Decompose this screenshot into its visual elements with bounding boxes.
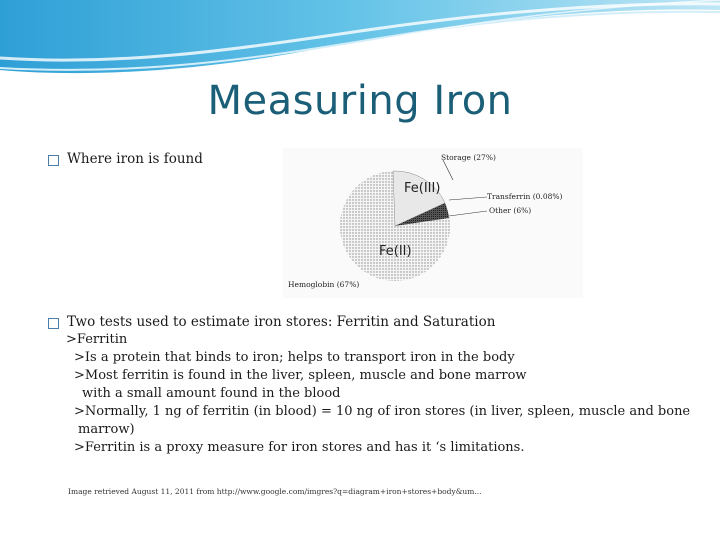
- ferritin-line: >Most ferritin is found in the liver, spleen, muscle and bone marrow: [74, 368, 527, 383]
- bullet-box-icon: [48, 318, 59, 329]
- label-fe2: Fe(II): [379, 244, 412, 259]
- ferritin-line: >Normally, 1 ng of ferritin (in blood) = 10 ng of iron stores (in liver, spleen, muscle and bone: [74, 404, 691, 419]
- bullet-text: Two tests used to estimate iron stores: Ferritin and Saturation: [67, 314, 496, 330]
- bullet-text: Where iron is found: [67, 151, 203, 167]
- ferritin-line: with a small amount found in the blood: [82, 386, 341, 401]
- ferritin-heading: >Ferritin: [66, 332, 128, 347]
- label-fe3: Fe(III): [404, 181, 441, 196]
- bullet-two-tests: [48, 314, 495, 330]
- label-storage: Storage (27%): [441, 153, 496, 162]
- ferritin-line: marrow): [78, 422, 135, 437]
- iron-distribution-diagram: [283, 148, 583, 298]
- image-credit: Image retrieved August 11, 2011 from http://www.google.com/imgres?q=diagram+iron+stores+body&um...: [68, 487, 482, 496]
- ferritin-line: >Ferritin is a proxy measure for iron stores and has it ‘s limitations.: [74, 440, 525, 455]
- label-transferrin: Transferrin (0.08%): [487, 192, 563, 201]
- bullet-where-iron: [48, 151, 203, 167]
- label-other: Other (6%): [489, 206, 532, 215]
- header-wave-decoration: [0, 0, 720, 80]
- bullet-box-icon: [48, 155, 59, 166]
- slide-title: Measuring Iron: [207, 78, 513, 124]
- ferritin-line: >Is a protein that binds to iron; helps to transport iron in the body: [74, 350, 515, 365]
- label-hemoglobin: Hemoglobin (67%): [288, 280, 360, 289]
